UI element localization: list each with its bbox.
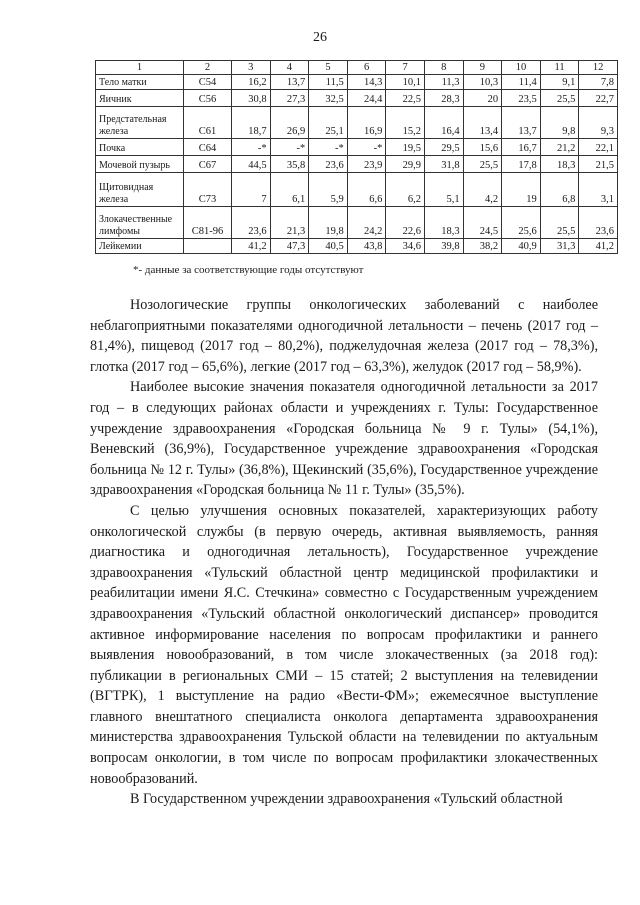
header-cell: 5 [309,61,348,75]
value-cell: 40,9 [502,239,541,254]
value-cell: 31,3 [540,239,579,254]
value-cell: 16,2 [232,75,271,90]
site-name-cell: Тело матки [96,75,184,90]
value-cell: 35,8 [270,156,309,173]
header-cell: 2 [184,61,232,75]
header-cell: 9 [463,61,502,75]
mortality-table [95,60,618,254]
header-cell: 1 [96,61,184,75]
value-cell: 5,1 [424,173,463,207]
icd-code-cell: C61 [184,107,232,139]
value-cell: 25,5 [540,207,579,239]
value-cell: 11,5 [309,75,348,90]
paragraph: В Государственном учреждении здравоохранения «Тульский областной [130,791,563,808]
table-row [96,207,618,239]
value-cell: 17,8 [502,156,541,173]
header-cell: 10 [502,61,541,75]
value-cell: 40,5 [309,239,348,254]
value-cell: 29,9 [386,156,425,173]
value-cell: 13,4 [463,107,502,139]
value-cell: 22,7 [579,90,618,107]
paragraph: С целью улучшения основных показателей, характеризующих работу онкологической службы (в первую очередь, активная выявляемость, ранняя диагностика и одногодичная летальность), Государственное учреждение здравоохранения «Тульский областной центр медицинской профилактики и реабилитации имени Я.С. Стечкина» совместно с Государственным учреждением здравоохранения «Тульский областной онкологический диспансер» проводится активное информирование населения по вопросам профилактики и раннего выявления новообразований, в том числе злокачественных (за 2018 год): публикации в региональных СМИ – 15 статей; 2 выступления на телевидении (ВГТРК), 1 выступление на радио «Вести-ФМ»; ежемесячное выступление главного внештатного специалиста онколога департамента здравоохранения министерства здравоохранения Тульской области на телевидении по актуальным вопросам онкологии, в том числе по вопросам профилактики злокачественных новообразований. [90,502,598,787]
value-cell: 4,2 [463,173,502,207]
value-cell: 18,3 [424,207,463,239]
value-cell: -* [347,139,386,156]
value-cell: 25,6 [502,207,541,239]
value-cell: 6,2 [386,173,425,207]
header-cell: 7 [386,61,425,75]
icd-code-cell: C81-96 [184,207,232,239]
value-cell: -* [232,139,271,156]
value-cell: 20 [463,90,502,107]
site-name-cell: Лейкемии [96,239,184,254]
value-cell: 11,4 [502,75,541,90]
value-cell: 11,3 [424,75,463,90]
value-cell: 15,6 [463,139,502,156]
site-name-cell: Почка [96,139,184,156]
value-cell: 22,6 [386,207,425,239]
value-cell: 30,8 [232,90,271,107]
value-cell: 24,4 [347,90,386,107]
header-cell: 3 [232,61,271,75]
value-cell: 23,5 [502,90,541,107]
value-cell: 6,6 [347,173,386,207]
table-row [96,173,618,207]
value-cell: 6,8 [540,173,579,207]
header-cell: 11 [540,61,579,75]
value-cell: -* [270,139,309,156]
value-cell: 10,3 [463,75,502,90]
header-cell: 8 [424,61,463,75]
value-cell: 21,3 [270,207,309,239]
table-row [96,156,618,173]
value-cell: 21,2 [540,139,579,156]
value-cell: 14,3 [347,75,386,90]
value-cell: 24,2 [347,207,386,239]
value-cell: 6,1 [270,173,309,207]
page-number: 26 [313,30,327,45]
value-cell: 9,1 [540,75,579,90]
site-name-cell: Предстательная железа [96,107,184,139]
value-cell: 21,5 [579,156,618,173]
value-cell: 7,8 [579,75,618,90]
value-cell: 25,5 [463,156,502,173]
value-cell: 13,7 [270,75,309,90]
site-name-cell: Яичник [96,90,184,107]
value-cell: 16,9 [347,107,386,139]
body-text [90,295,598,810]
value-cell: 34,6 [386,239,425,254]
icd-code-cell: C56 [184,90,232,107]
value-cell: 23,6 [579,207,618,239]
value-cell: 41,2 [579,239,618,254]
site-name-cell: Злокачественные лимфомы [96,207,184,239]
value-cell: 3,1 [579,173,618,207]
table-footnote: *- данные за соответствующие годы отсутствуют [133,264,364,276]
value-cell: 19,5 [386,139,425,156]
value-cell: 25,5 [540,90,579,107]
value-cell: 26,9 [270,107,309,139]
value-cell: 7 [232,173,271,207]
header-cell: 6 [347,61,386,75]
value-cell: 23,6 [232,207,271,239]
value-cell: 44,5 [232,156,271,173]
icd-code-cell: C54 [184,75,232,90]
paragraph: Нозологические группы онкологических заболеваний с наиболее неблагоприятными показателями одногодичной летальности – печень (2017 год – 81,4%), пищевод (2017 год – 80,2%), поджелудочная железа (2017 год – 78,3%), глотка (2017 год – 65,6%), легкие (2017 год – 63,3%), желудок (2017 год – 58,9%). [90,297,598,375]
value-cell: 27,3 [270,90,309,107]
value-cell: 23,9 [347,156,386,173]
value-cell: 29,5 [424,139,463,156]
value-cell: 38,2 [463,239,502,254]
table-row [96,90,618,107]
value-cell: 19,8 [309,207,348,239]
value-cell: 43,8 [347,239,386,254]
value-cell: 39,8 [424,239,463,254]
value-cell: 28,3 [424,90,463,107]
value-cell: 15,2 [386,107,425,139]
value-cell: 5,9 [309,173,348,207]
table-row [96,107,618,139]
value-cell: 31,8 [424,156,463,173]
header-cell: 12 [579,61,618,75]
table-header-row [96,61,618,75]
site-name-cell: Мочевой пузырь [96,156,184,173]
value-cell: 16,7 [502,139,541,156]
icd-code-cell: C73 [184,173,232,207]
value-cell: 9,8 [540,107,579,139]
paragraph: Наиболее высокие значения показателя одногодичной летальности за 2017 год – в следующих районах области и учреждениях г. Тулы: Государственное учреждение здравоохранения «Городская больница № 9 г. Тулы» (54,1%), Веневский (36,9%), Государственное учреждение здравоохранения «Городская больница № 12 г. Тулы» (36,8%), Щекинский (35,6%), Государственное учреждение здравоохранения «Городская больница № 11 г. Тулы» (35,5%). [90,379,598,499]
value-cell: 22,1 [579,139,618,156]
value-cell: 19 [502,173,541,207]
value-cell: -* [309,139,348,156]
table-row [96,75,618,90]
table-row [96,139,618,156]
icd-code-cell: C67 [184,156,232,173]
value-cell: 32,5 [309,90,348,107]
value-cell: 18,3 [540,156,579,173]
site-name-cell: Щитовидная железа [96,173,184,207]
value-cell: 25,1 [309,107,348,139]
value-cell: 47,3 [270,239,309,254]
value-cell: 22,5 [386,90,425,107]
header-cell: 4 [270,61,309,75]
value-cell: 10,1 [386,75,425,90]
value-cell: 9,3 [579,107,618,139]
value-cell: 41,2 [232,239,271,254]
value-cell: 24,5 [463,207,502,239]
value-cell: 23,6 [309,156,348,173]
value-cell: 18,7 [232,107,271,139]
table-row [96,239,618,254]
value-cell: 13,7 [502,107,541,139]
icd-code-cell: C64 [184,139,232,156]
icd-code-cell [184,239,232,254]
value-cell: 16,4 [424,107,463,139]
